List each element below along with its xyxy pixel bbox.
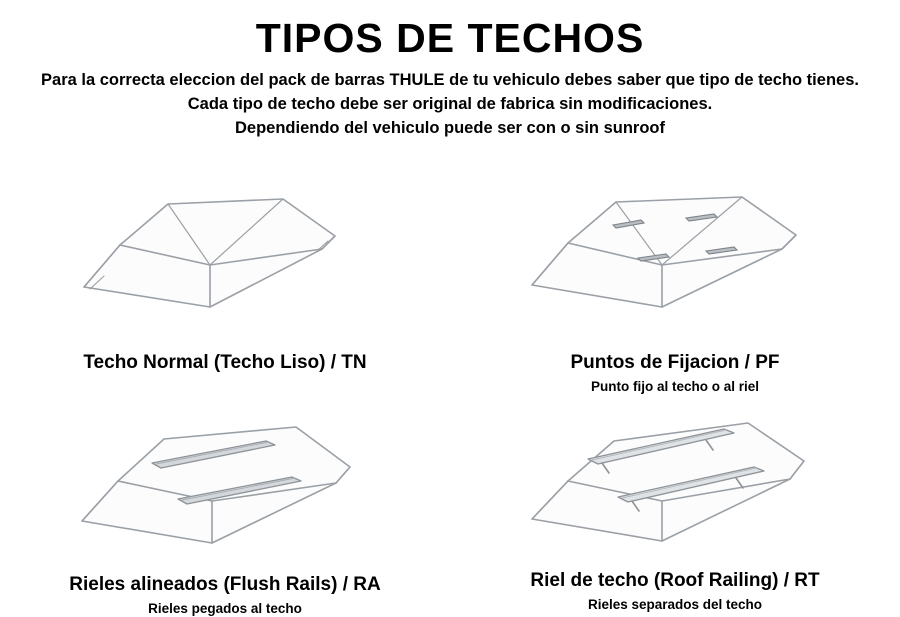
roof-type-ra — [0, 395, 450, 617]
intro-line-3: Dependiendo del vehiculo puede ser con o sin sunroof — [235, 118, 665, 137]
roof-types-grid — [0, 155, 900, 616]
roof-type-pf — [450, 155, 900, 395]
roof-type-ra-sublabel: Rieles pegados al techo — [148, 600, 302, 616]
roof-type-tn-label: Techo Normal (Techo Liso) / TN — [83, 351, 367, 373]
intro-line-1: Para la correcta eleccion del pack de barras THULE de tu vehiculo debes saber que tipo de techo tienes. — [41, 71, 859, 90]
intro-text — [0, 69, 900, 141]
roof-type-rt-label: Riel de techo (Roof Railing) / RT — [530, 569, 820, 591]
roof-type-pf-sublabel: Punto fijo al techo o al riel — [590, 378, 760, 394]
poster-root — [0, 16, 900, 616]
car-roof-flush-rails-icon — [60, 405, 390, 550]
roof-type-ra-label: Rieles alineados (Flush Rails) / RA — [69, 573, 381, 595]
roof-type-rt-sublabel: Rieles separados del techo — [587, 596, 763, 612]
roof-type-tn — [0, 155, 450, 395]
car-roof-fixpoints-icon — [510, 173, 840, 318]
car-roof-raised-railing-icon — [510, 401, 840, 546]
car-roof-plain-icon — [60, 177, 390, 322]
intro-line-2: Cada tipo de techo debe ser original de fabrica sin modificaciones. — [187, 95, 713, 114]
roof-type-rt — [450, 395, 900, 617]
page-title: TIPOS DE TECHOS — [255, 15, 645, 61]
roof-type-pf-label: Puntos de Fijacion / PF — [570, 351, 780, 373]
